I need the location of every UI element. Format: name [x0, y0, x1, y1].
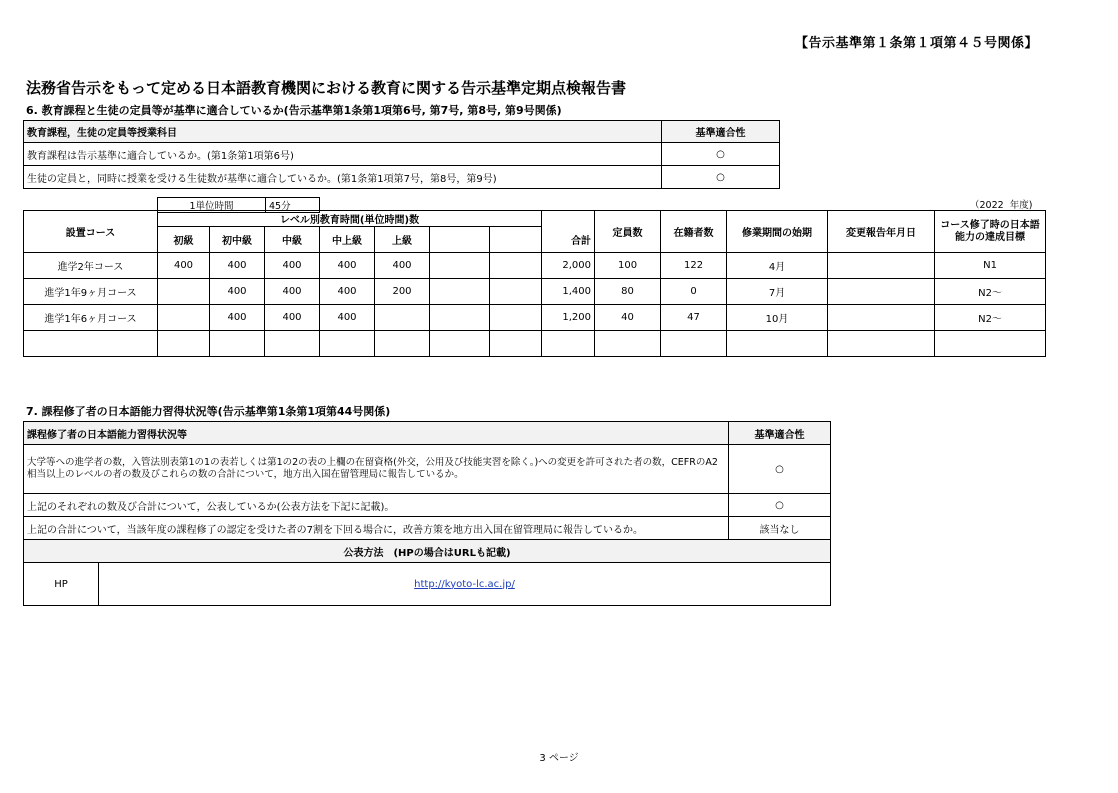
section7-item: 大学等への進学者の数，入管法別表第1の1の表若しくは第1の2の表の上欄の在留資格(外交，公用及び技能実習を除く。)への変更を許可された者の数，CEFRのA2相当以上のレベルの者の数及びこれらの数の合計について，地方出入国在留管理局に報告しているか。	[24, 445, 729, 494]
col-total: 合計	[542, 211, 595, 253]
col-capacity: 定員数	[595, 211, 661, 253]
table-row-empty	[24, 331, 1046, 357]
course-name: 進学1年9ヶ月コース	[24, 279, 158, 305]
col-start: 修業期間の始期	[727, 211, 828, 253]
target-level: N1	[935, 253, 1046, 279]
start-month: 7月	[727, 279, 828, 305]
level-hours: 400	[265, 253, 320, 279]
level-header: 上級	[375, 227, 430, 253]
section6-item: 生徒の定員と，同時に授業を受ける生徒数が基準に適合しているか。(第1条第1項第7号，第8号，第9号)	[24, 166, 662, 189]
level-hours: 400	[210, 305, 265, 331]
level-header: 初級	[158, 227, 210, 253]
level-hours	[430, 279, 490, 305]
section6-col-item: 教育課程，生徒の定員等授業科目	[24, 121, 662, 143]
section7-conform: ○	[729, 494, 831, 517]
table-row	[24, 517, 831, 540]
level-header: 中上級	[320, 227, 375, 253]
level-hours	[490, 305, 542, 331]
level-header	[490, 227, 542, 253]
total-hours: 1,200	[542, 305, 595, 331]
unit-time-value: 45分	[266, 198, 320, 213]
level-hours	[158, 279, 210, 305]
section7-conform: 該当なし	[729, 517, 831, 540]
table-row	[24, 253, 1046, 279]
level-hours: 400	[320, 253, 375, 279]
report-year: （2022 年度)	[970, 200, 1033, 211]
section6-item: 教育課程は告示基準に適合しているか。(第1条第1項第6号)	[24, 143, 662, 166]
table-row	[24, 279, 1046, 305]
section7-item: 上記のそれぞれの数及び合計について，公表しているか(公表方法を下記に記載)。	[24, 494, 729, 517]
table-row	[24, 445, 831, 494]
start-month: 10月	[727, 305, 828, 331]
page-number: 3 ページ	[539, 753, 579, 764]
section6-table	[23, 120, 780, 189]
start-month: 4月	[727, 253, 828, 279]
col-course: 設置コース	[24, 211, 158, 253]
enrolled: 0	[661, 279, 727, 305]
col-level-hours: レベル別教育時間(単位時間)数	[158, 211, 542, 227]
publish-method-header: 公表方法 (HPの場合はURLも記載)	[24, 540, 831, 563]
total-hours: 1,400	[542, 279, 595, 305]
regulation-tag: 【告示基準第１条第１項第４５号関係】	[794, 36, 1038, 51]
section6-col-conform: 基準適合性	[662, 121, 780, 143]
total-hours: 2,000	[542, 253, 595, 279]
section7-col-item: 課程修了者の日本語能力習得状況等	[24, 422, 729, 445]
col-enrolled: 在籍者数	[661, 211, 727, 253]
level-hours: 400	[158, 253, 210, 279]
capacity: 40	[595, 305, 661, 331]
section6-conform: ○	[662, 143, 780, 166]
table-row	[24, 143, 780, 166]
publish-method: HP	[24, 563, 99, 606]
publish-url-link[interactable]: http://kyoto-lc.ac.jp/	[414, 578, 515, 590]
course-table	[23, 210, 1046, 357]
section7-table	[23, 421, 831, 606]
enrolled: 47	[661, 305, 727, 331]
level-hours	[490, 253, 542, 279]
capacity: 100	[595, 253, 661, 279]
change-date	[828, 305, 935, 331]
section6-title: 6. 教育課程と生徒の定員等が基準に適合しているか(告示基準第1条第1項第6号, 第7号, 第8号, 第9号関係)	[26, 104, 562, 117]
course-name: 進学1年6ヶ月コース	[24, 305, 158, 331]
section7-col-conform: 基準適合性	[729, 422, 831, 445]
level-hours	[158, 305, 210, 331]
section7-conform: ○	[729, 445, 831, 494]
target-level: N2～	[935, 279, 1046, 305]
level-hours: 400	[210, 279, 265, 305]
level-header: 初中級	[210, 227, 265, 253]
level-header: 中級	[265, 227, 320, 253]
level-hours: 400	[265, 305, 320, 331]
level-hours: 200	[375, 279, 430, 305]
col-change-date: 変更報告年月日	[828, 211, 935, 253]
level-hours: 400	[265, 279, 320, 305]
level-hours: 400	[210, 253, 265, 279]
level-hours	[430, 253, 490, 279]
level-hours: 400	[320, 305, 375, 331]
document-title: 法務省告示をもって定める日本語教育機関における教育に関する告示基準定期点検報告書	[26, 79, 627, 97]
level-hours	[375, 305, 430, 331]
section7-item: 上記の合計について，当該年度の課程修了の認定を受けた者の7割を下回る場合に，改善方策を地方出入国在留管理局に報告しているか。	[24, 517, 729, 540]
target-level: N2～	[935, 305, 1046, 331]
section7-title: 7. 課程修了者の日本語能力習得状況等(告示基準第1条第1項第44号関係)	[26, 405, 391, 418]
section6-conform: ○	[662, 166, 780, 189]
level-hours: 400	[375, 253, 430, 279]
capacity: 80	[595, 279, 661, 305]
table-row	[24, 494, 831, 517]
unit-time-label: 1単位時間	[158, 198, 266, 213]
level-hours: 400	[320, 279, 375, 305]
level-header	[430, 227, 490, 253]
course-name: 進学2年コース	[24, 253, 158, 279]
level-hours	[490, 279, 542, 305]
col-target: コース修了時の日本語能力の達成目標	[935, 211, 1046, 253]
level-hours	[430, 305, 490, 331]
change-date	[828, 279, 935, 305]
enrolled: 122	[661, 253, 727, 279]
change-date	[828, 253, 935, 279]
table-row	[24, 305, 1046, 331]
table-row	[24, 166, 780, 189]
